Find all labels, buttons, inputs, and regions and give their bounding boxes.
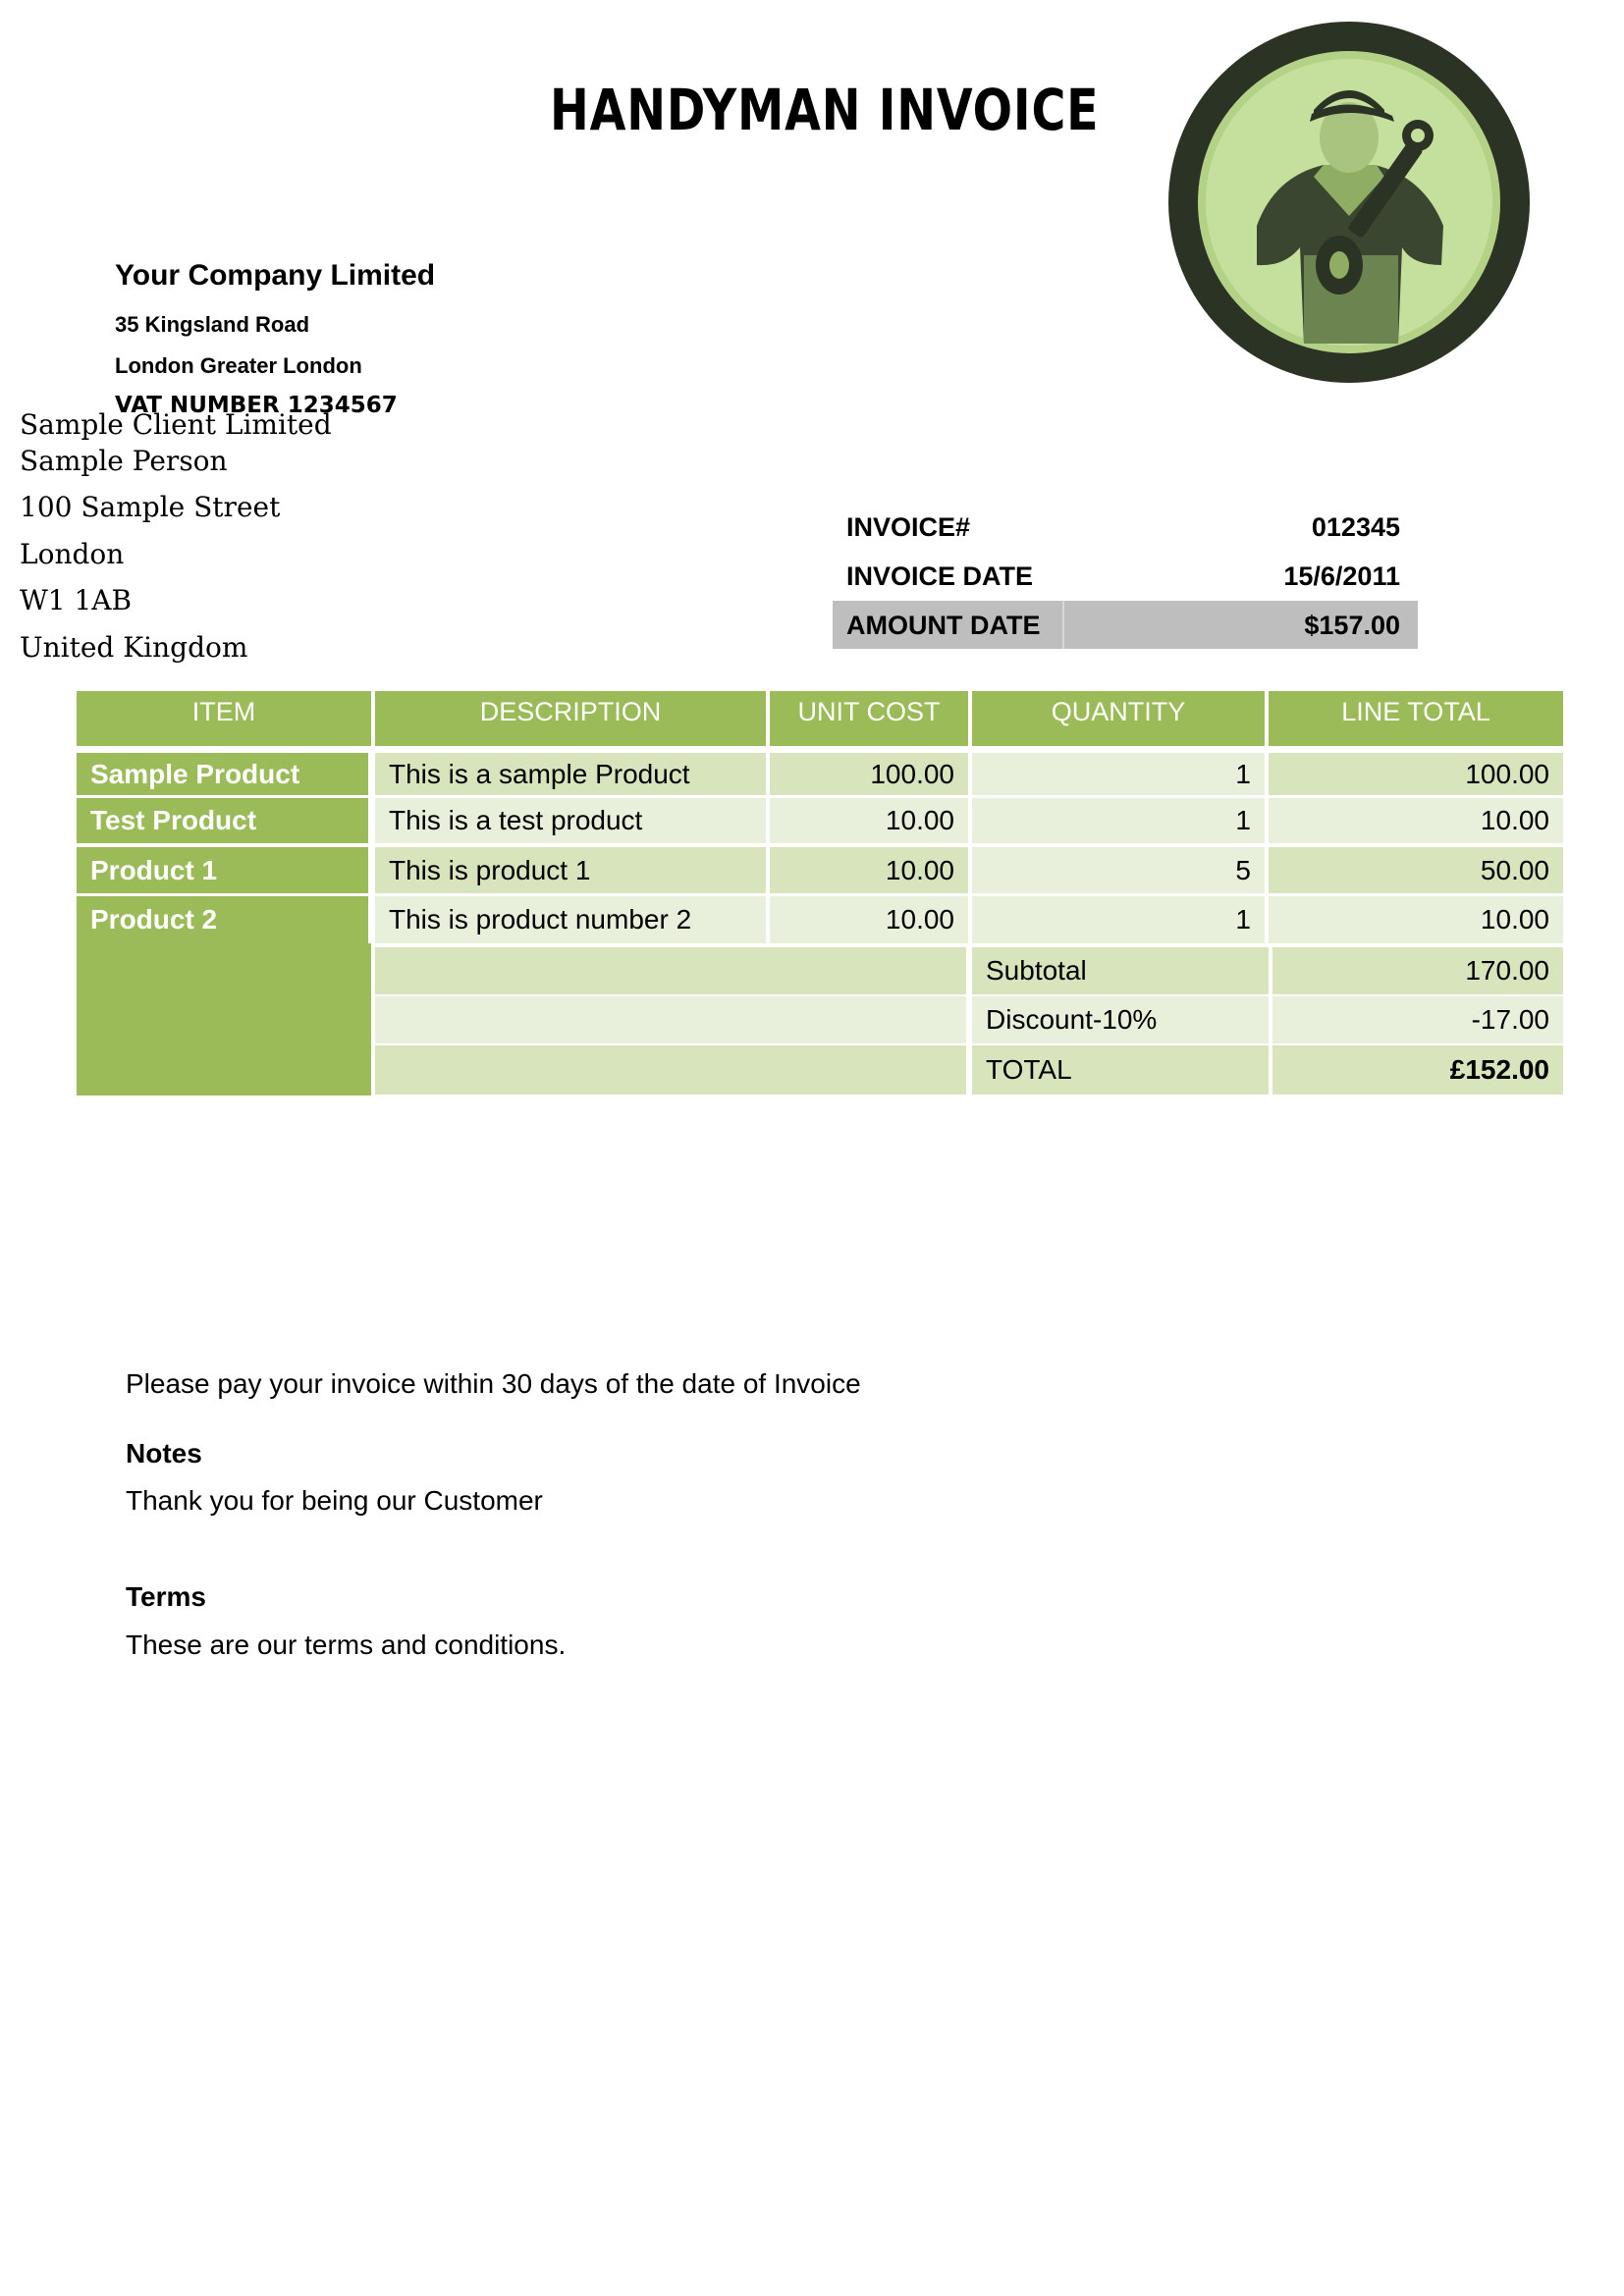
header-quantity: QUANTITY [972, 691, 1265, 746]
total-value: £152.00 [1272, 1045, 1563, 1095]
header-unit-cost: UNIT COST [770, 691, 968, 746]
row4-description: This is product number 2 [375, 896, 766, 943]
client-street: 100 Sample Street [20, 491, 281, 523]
totals-spacer-2 [375, 996, 966, 1043]
notes-label: Notes [126, 1438, 202, 1468]
row2-unit-cost: 10.00 [770, 798, 968, 843]
row4-unit-cost: 10.00 [770, 896, 968, 943]
subtotal-value: 170.00 [1272, 947, 1563, 994]
client-city: London [20, 538, 125, 570]
row3-quantity: 5 [972, 847, 1265, 893]
discount-value: -17.00 [1272, 996, 1563, 1043]
terms-text: These are our terms and conditions. [126, 1629, 567, 1660]
company-address-line1: 35 Kingsland Road [115, 312, 310, 337]
totals-spacer-3 [375, 1045, 966, 1095]
terms-label: Terms [126, 1581, 206, 1612]
amount-label: AMOUNT DATE [846, 611, 1041, 640]
row1-unit-cost: 100.00 [770, 753, 968, 795]
row4-quantity: 1 [972, 896, 1265, 943]
row3-line-total: 50.00 [1269, 847, 1563, 893]
row3-item: Product 1 [77, 847, 368, 893]
client-name: Sample Client Limited [20, 408, 332, 441]
vat-number: VAT NUMBER 1234567 [115, 393, 398, 418]
payment-note: Please pay your invoice within 30 days of the date of Invoice [126, 1368, 861, 1399]
invoice-number: 012345 [1311, 512, 1400, 542]
subtotal-label: Subtotal [972, 947, 1269, 994]
company-name: Your Company Limited [115, 259, 436, 292]
row4-line-total: 10.00 [1269, 896, 1563, 943]
row2-line-total: 10.00 [1269, 798, 1563, 843]
row1-quantity: 1 [972, 753, 1265, 795]
header-description: DESCRIPTION [375, 691, 766, 746]
row1-item: Sample Product [77, 753, 368, 795]
item-column-filler [77, 943, 371, 1095]
row2-description: This is a test product [375, 798, 766, 843]
row3-description: This is product 1 [375, 847, 766, 893]
row1-line-total: 100.00 [1269, 753, 1563, 795]
totals-spacer-1 [375, 947, 966, 994]
header-line-total: LINE TOTAL [1269, 691, 1563, 746]
amount-bar-divider [1062, 601, 1064, 649]
header-item: ITEM [77, 691, 371, 746]
client-country: United Kingdom [20, 631, 248, 664]
company-address-line2: London Greater London [115, 353, 362, 378]
invoice-date: 15/6/2011 [1283, 561, 1400, 591]
row4-item: Product 2 [77, 896, 368, 943]
invoice-date-label: INVOICE DATE [846, 561, 1034, 591]
total-label: TOTAL [972, 1045, 1269, 1095]
row2-item: Test Product [77, 798, 368, 843]
amount-value: $157.00 [1304, 611, 1400, 640]
invoice-title: HANDYMAN INVOICE [550, 77, 1100, 143]
handyman-logo-icon [1166, 20, 1532, 385]
row3-unit-cost: 10.00 [770, 847, 968, 893]
notes-text: Thank you for being our Customer [126, 1485, 543, 1516]
row1-description: This is a sample Product [375, 753, 766, 795]
client-contact: Sample Person [20, 445, 228, 477]
row2-quantity: 1 [972, 798, 1265, 843]
discount-label: Discount-10% [972, 996, 1269, 1043]
client-postcode: W1 1AB [20, 584, 133, 616]
invoice-number-label: INVOICE# [846, 512, 971, 542]
